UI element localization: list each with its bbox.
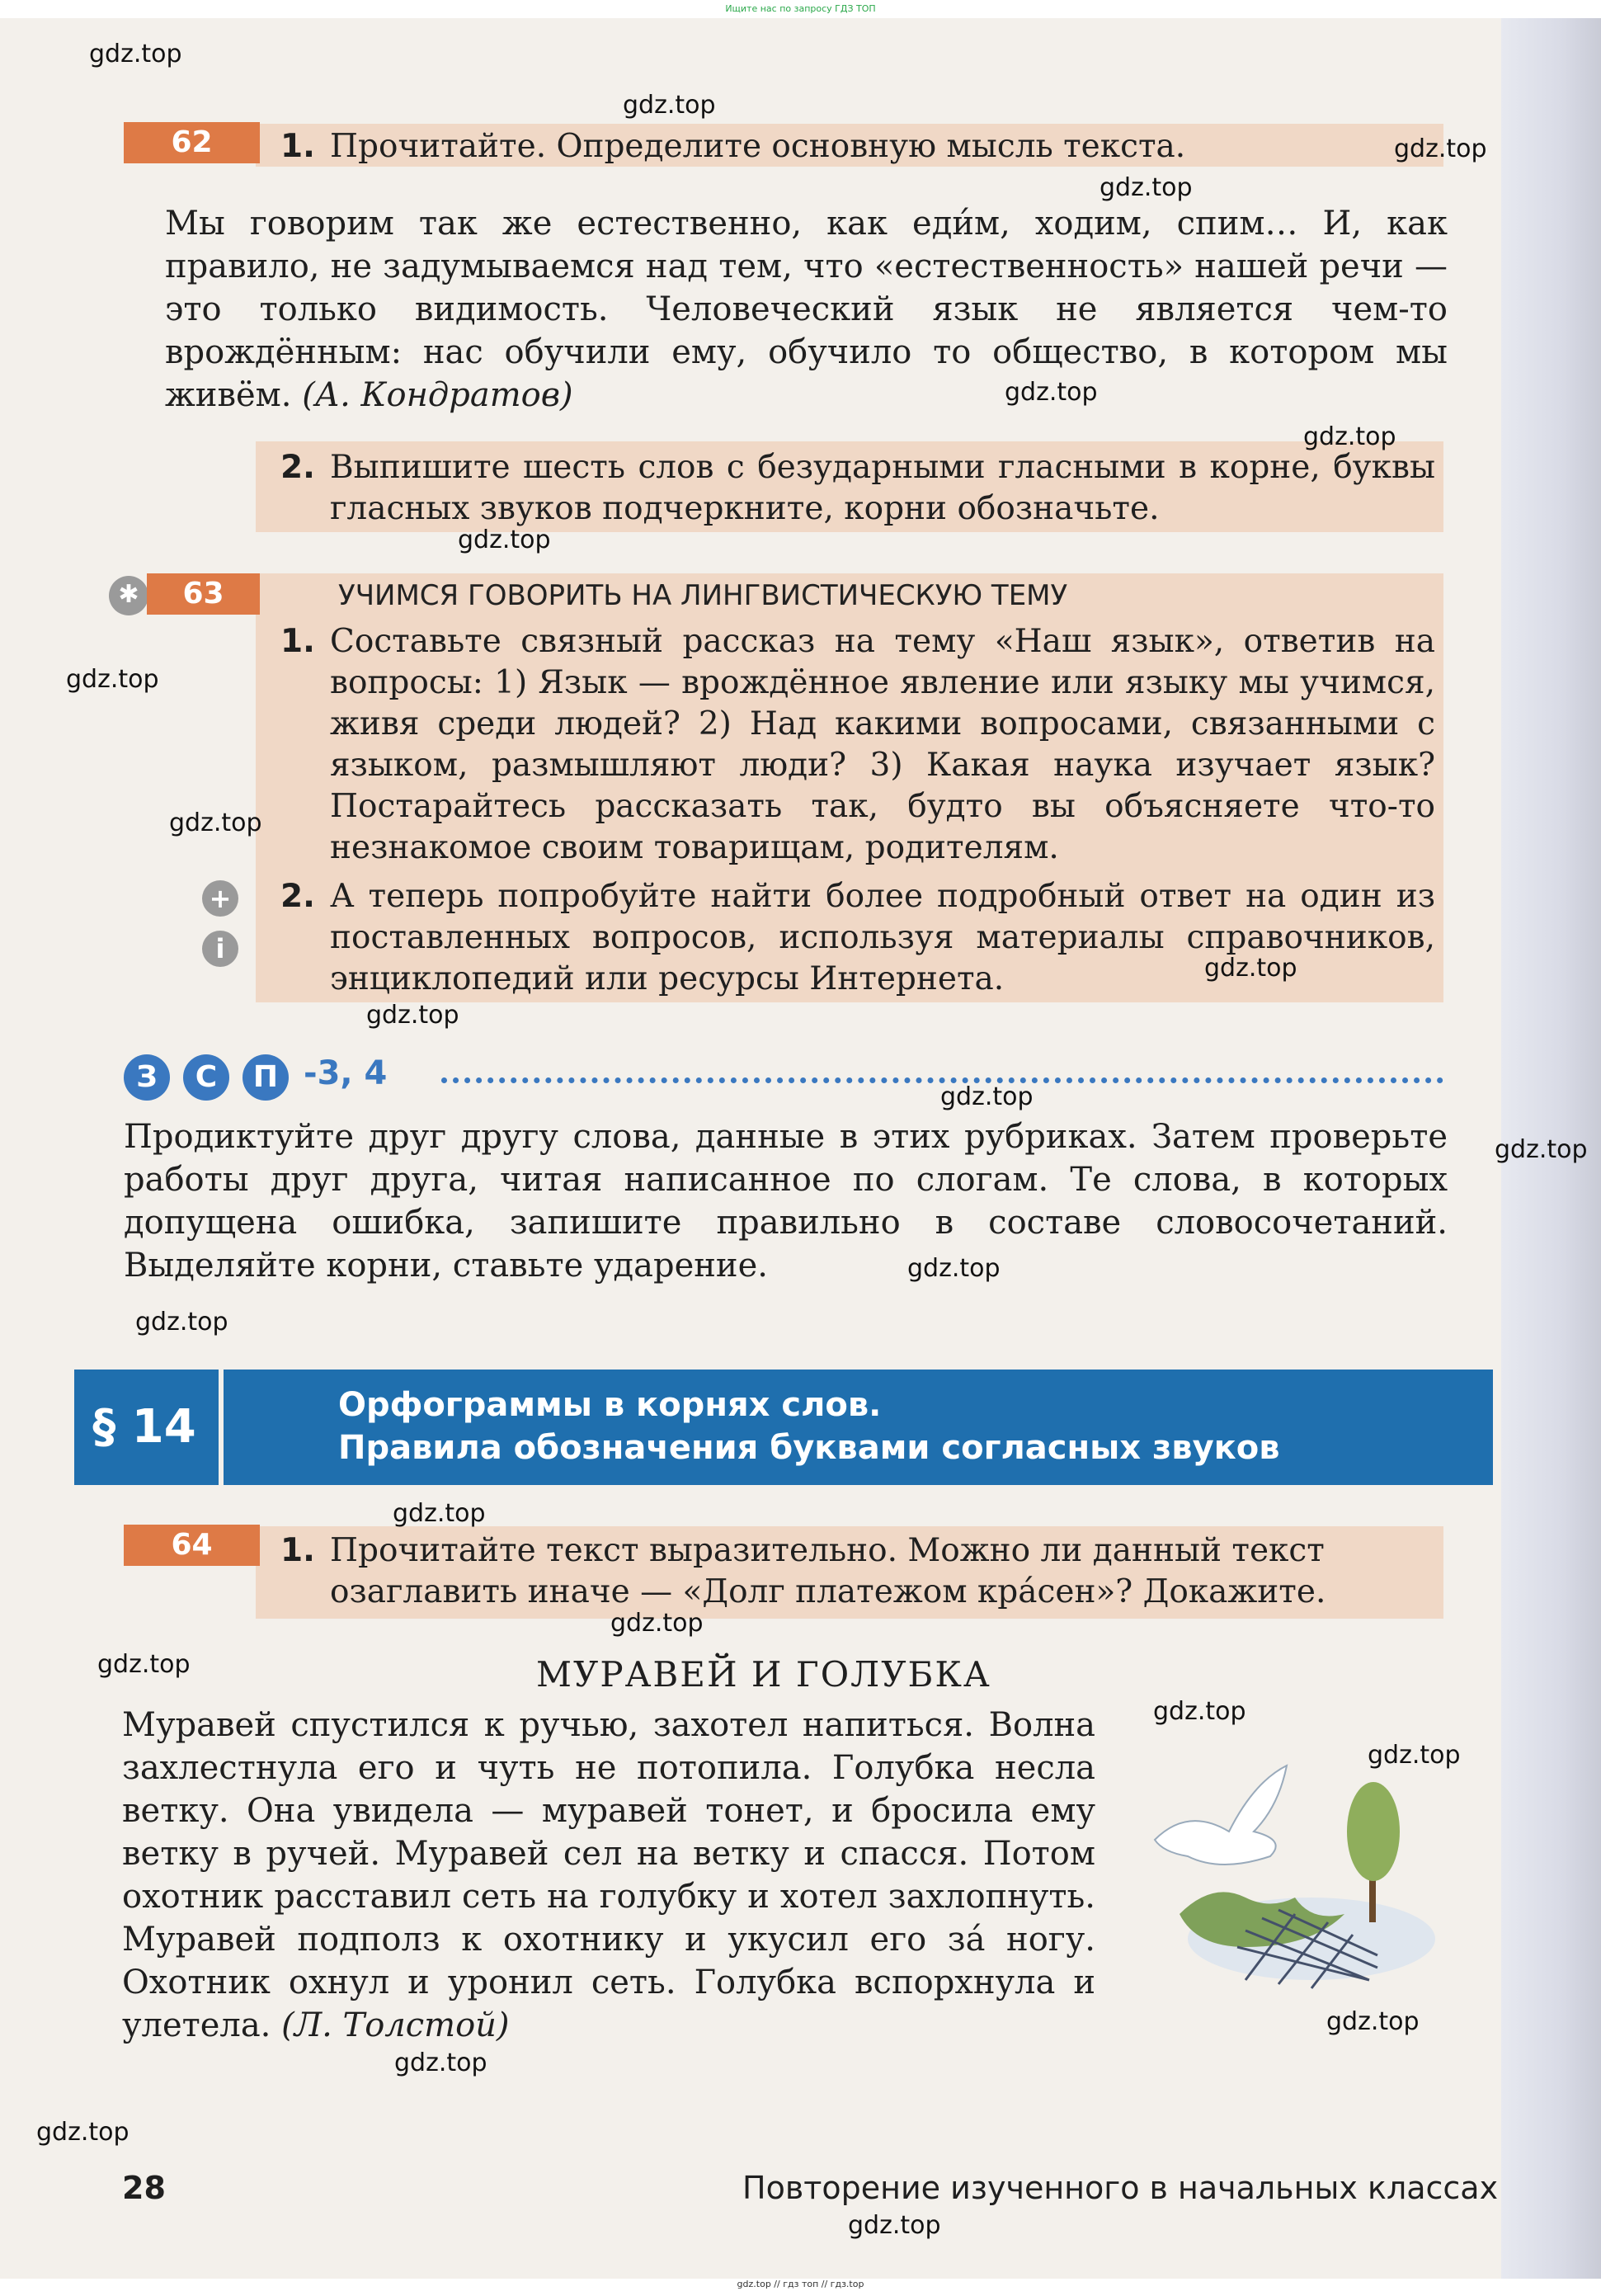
header-note: Ищите нас по запросу ГДЗ ТОП [725,3,876,14]
story-text: Муравей спустился к ручью, захотел напиться. Волна захлестнула его и чуть не потопила. Голубка несла ветку. Она увидела — муравей тонет, и бросила ему ветку в ручей. Муравей сел на ветку и спасся. Потом охотник расставил сеть на голубку и хотел захлопнуть. Муравей подполз к охотнику и укусил его за́ ногу. Охотник охнул и уронил сеть. Голубка вспорхнула и улетела. (Л. Толстой) [122,1706,1095,2044]
watermark: gdz.top [940,1082,1034,1111]
ex63-task2: 2. А теперь попробуйте найти более подробный ответ на один из поставленных вопросов, используя материалы справочников, энциклопедий или ресурсы Интернета. [280,878,1435,997]
ex62-number: 62 [124,122,260,163]
info-icon: i [202,931,238,967]
zsp-letter-z: З [124,1054,170,1101]
ex62-author: (А. Кондратов) [302,376,573,414]
zsp-letter-s: С [183,1054,229,1101]
watermark: gdz.top [1495,1135,1588,1164]
story-author: (Л. Толстой) [281,2006,510,2044]
plus-icon: + [202,880,238,917]
watermark: gdz.top [610,1609,704,1638]
ex62-task1: 1. Прочитайте. Определите основную мысль текста. [280,128,1186,165]
watermark: gdz.top [135,1308,228,1337]
ex64-task1: 1. Прочитайте текст выразительно. Можно ли данный текст озаглавить иначе — «Долг платежом кра́сен»? Докажите. [280,1532,1326,1610]
watermark: gdz.top [907,1254,1001,1283]
footer-note: gdz.top // гдз топ // гдз.top [737,2279,864,2289]
watermark: gdz.top [1394,134,1487,163]
ex63-number: 63 [147,573,260,615]
watermark: gdz.top [1326,2007,1420,2036]
watermark: gdz.top [97,1650,191,1679]
ex63-heading: УЧИМСЯ ГОВОРИТЬ НА ЛИНГВИСТИЧЕСКУЮ ТЕМУ [338,579,1068,612]
zsp-letter-p: П [243,1054,289,1101]
section-divider [219,1370,224,1485]
chapter-title: Повторение изученного в начальных классах [742,2170,1499,2206]
watermark: gdz.top [169,809,262,837]
watermark: gdz.top [848,2211,941,2240]
ex62-task2: 2. Выпишите шесть слов с безударными гласными в корне, буквы гласных звуков подчеркните, корни обозначьте. [280,449,1435,527]
watermark: gdz.top [1005,378,1098,407]
watermark: gdz.top [394,2048,487,2077]
ex62-text: Мы говорим так же естественно, как еди́м, ходим, спим… И, как правило, не задумываемся над тем, что «естественность» нашей речи — это только видимость. Человеческий язык не является чем-то врождённым: нас обучили ему, обучило то общество, в котором мы живём. (А. Кондратов) [165,205,1448,414]
watermark: gdz.top [1204,954,1297,983]
watermark: gdz.top [623,91,716,120]
page-number: 28 [122,2170,166,2206]
dove-and-net-illustration [1147,1741,1435,2013]
section-number: § 14 [92,1400,196,1454]
section-title-line2: Правила обозначения буквами согласных звуков [338,1429,1280,1467]
watermark: gdz.top [36,2118,129,2147]
ex63-task1: 1. Составьте связный рассказ на тему «Наш язык», ответив на вопросы: 1) Язык — врождённое явление или языку мы учимся, живя среди людей? 2) Над какими вопросами, связанными с языком, размышляют люди? 3) Какая наука изучает язык? Постарайтесь рассказать так, будто вы объясняете что-то незнакомое своим товарищам, родителям. [280,623,1435,866]
ex64-number: 64 [124,1525,260,1566]
watermark: gdz.top [393,1499,486,1528]
section-title-line1: Орфограммы в корнях слов. [338,1386,882,1424]
watermark: gdz.top [1303,422,1396,451]
watermark: gdz.top [89,40,182,68]
watermark: gdz.top [1100,173,1193,202]
zsp-text: Продиктуйте друг другу слова, данные в этих рубриках. Затем проверьте работы друг друга, читая написанное по слогам. Те слова, в которых допущена ошибка, запишите правильно в составе словосочетаний. Выделяйте корни, ставьте ударение. [124,1118,1448,1285]
watermark: gdz.top [1153,1697,1246,1726]
zsp-suffix: -3, 4 [304,1054,388,1092]
watermark: gdz.top [66,665,159,694]
watermark: gdz.top [1368,1741,1461,1770]
section-banner [74,1370,1493,1485]
story-title: МУРАВЕЙ И ГОЛУБКА [536,1654,991,1695]
conversation-icon: ✱ [109,576,148,615]
watermark: gdz.top [458,526,551,554]
watermark: gdz.top [366,1001,459,1030]
